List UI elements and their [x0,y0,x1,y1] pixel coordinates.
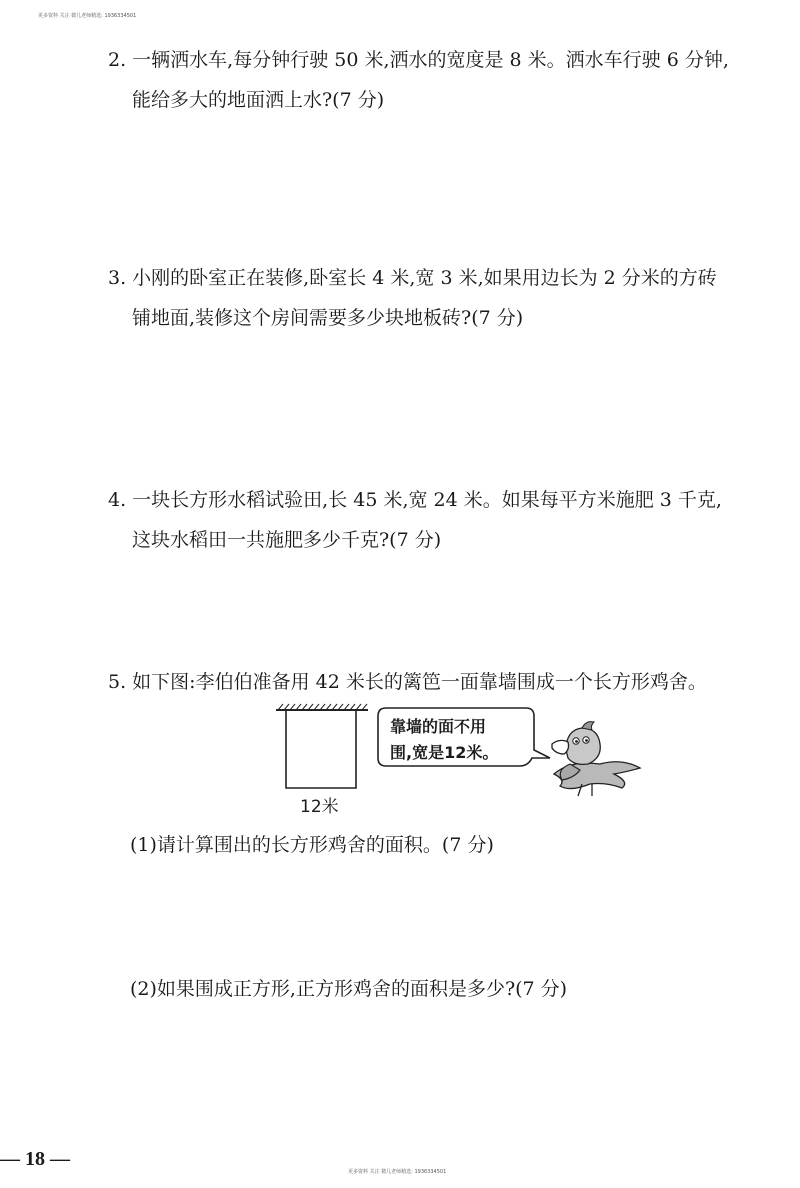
question-5-line1: 5. 如下图:李伯伯准备用 42 米长的篱笆一面靠墙围成一个长方形鸡舍。 [108,671,707,693]
question-5 [108,662,788,702]
bubble-line1: 靠墙的面不用 [390,717,487,736]
subquestion-2: (2)如果围成正方形,正方形鸡舍的面积是多少?(7 分) [130,978,568,1000]
question-2-line2: 能给多大的地面洒上水?(7 分) [132,89,385,111]
question-4 [108,480,788,560]
question-3-line1: 3. 小刚的卧室正在装修,卧室长 4 米,宽 3 米,如果用边长为 2 分米的方砖 [108,267,717,289]
question-2-line1: 2. 一辆洒水车,每分钟行驶 50 米,洒水的宽度是 8 米。洒水车行驶 6 分钟, [108,49,729,71]
width-label: 12米 [300,797,339,817]
footer-note: 更多资料 关注 微儿老师精选: 1936334501 [348,1169,447,1175]
question-3-line2: 铺地面,装修这个房间需要多少块地板砖?(7 分) [132,307,524,329]
page-number: — 18 — [0,1148,70,1170]
bird-icon [552,722,640,796]
header-note: 更多资料 关注 微儿老师精选: 1936334501 [38,13,137,19]
question-4-line2: 这块水稻田一共施肥多少千克?(7 分) [132,529,442,551]
subquestion-1: (1)请计算围出的长方形鸡舍的面积。(7 分) [130,834,494,856]
fence-rectangle [286,710,356,788]
coop-figure [270,700,650,820]
question-2 [108,40,788,120]
question-3 [108,258,788,338]
question-4-line1: 4. 一块长方形水稻试验田,长 45 米,宽 24 米。如果每平方米施肥 3 千克, [108,489,722,511]
bubble-line2: 围,宽是12米。 [390,743,499,762]
